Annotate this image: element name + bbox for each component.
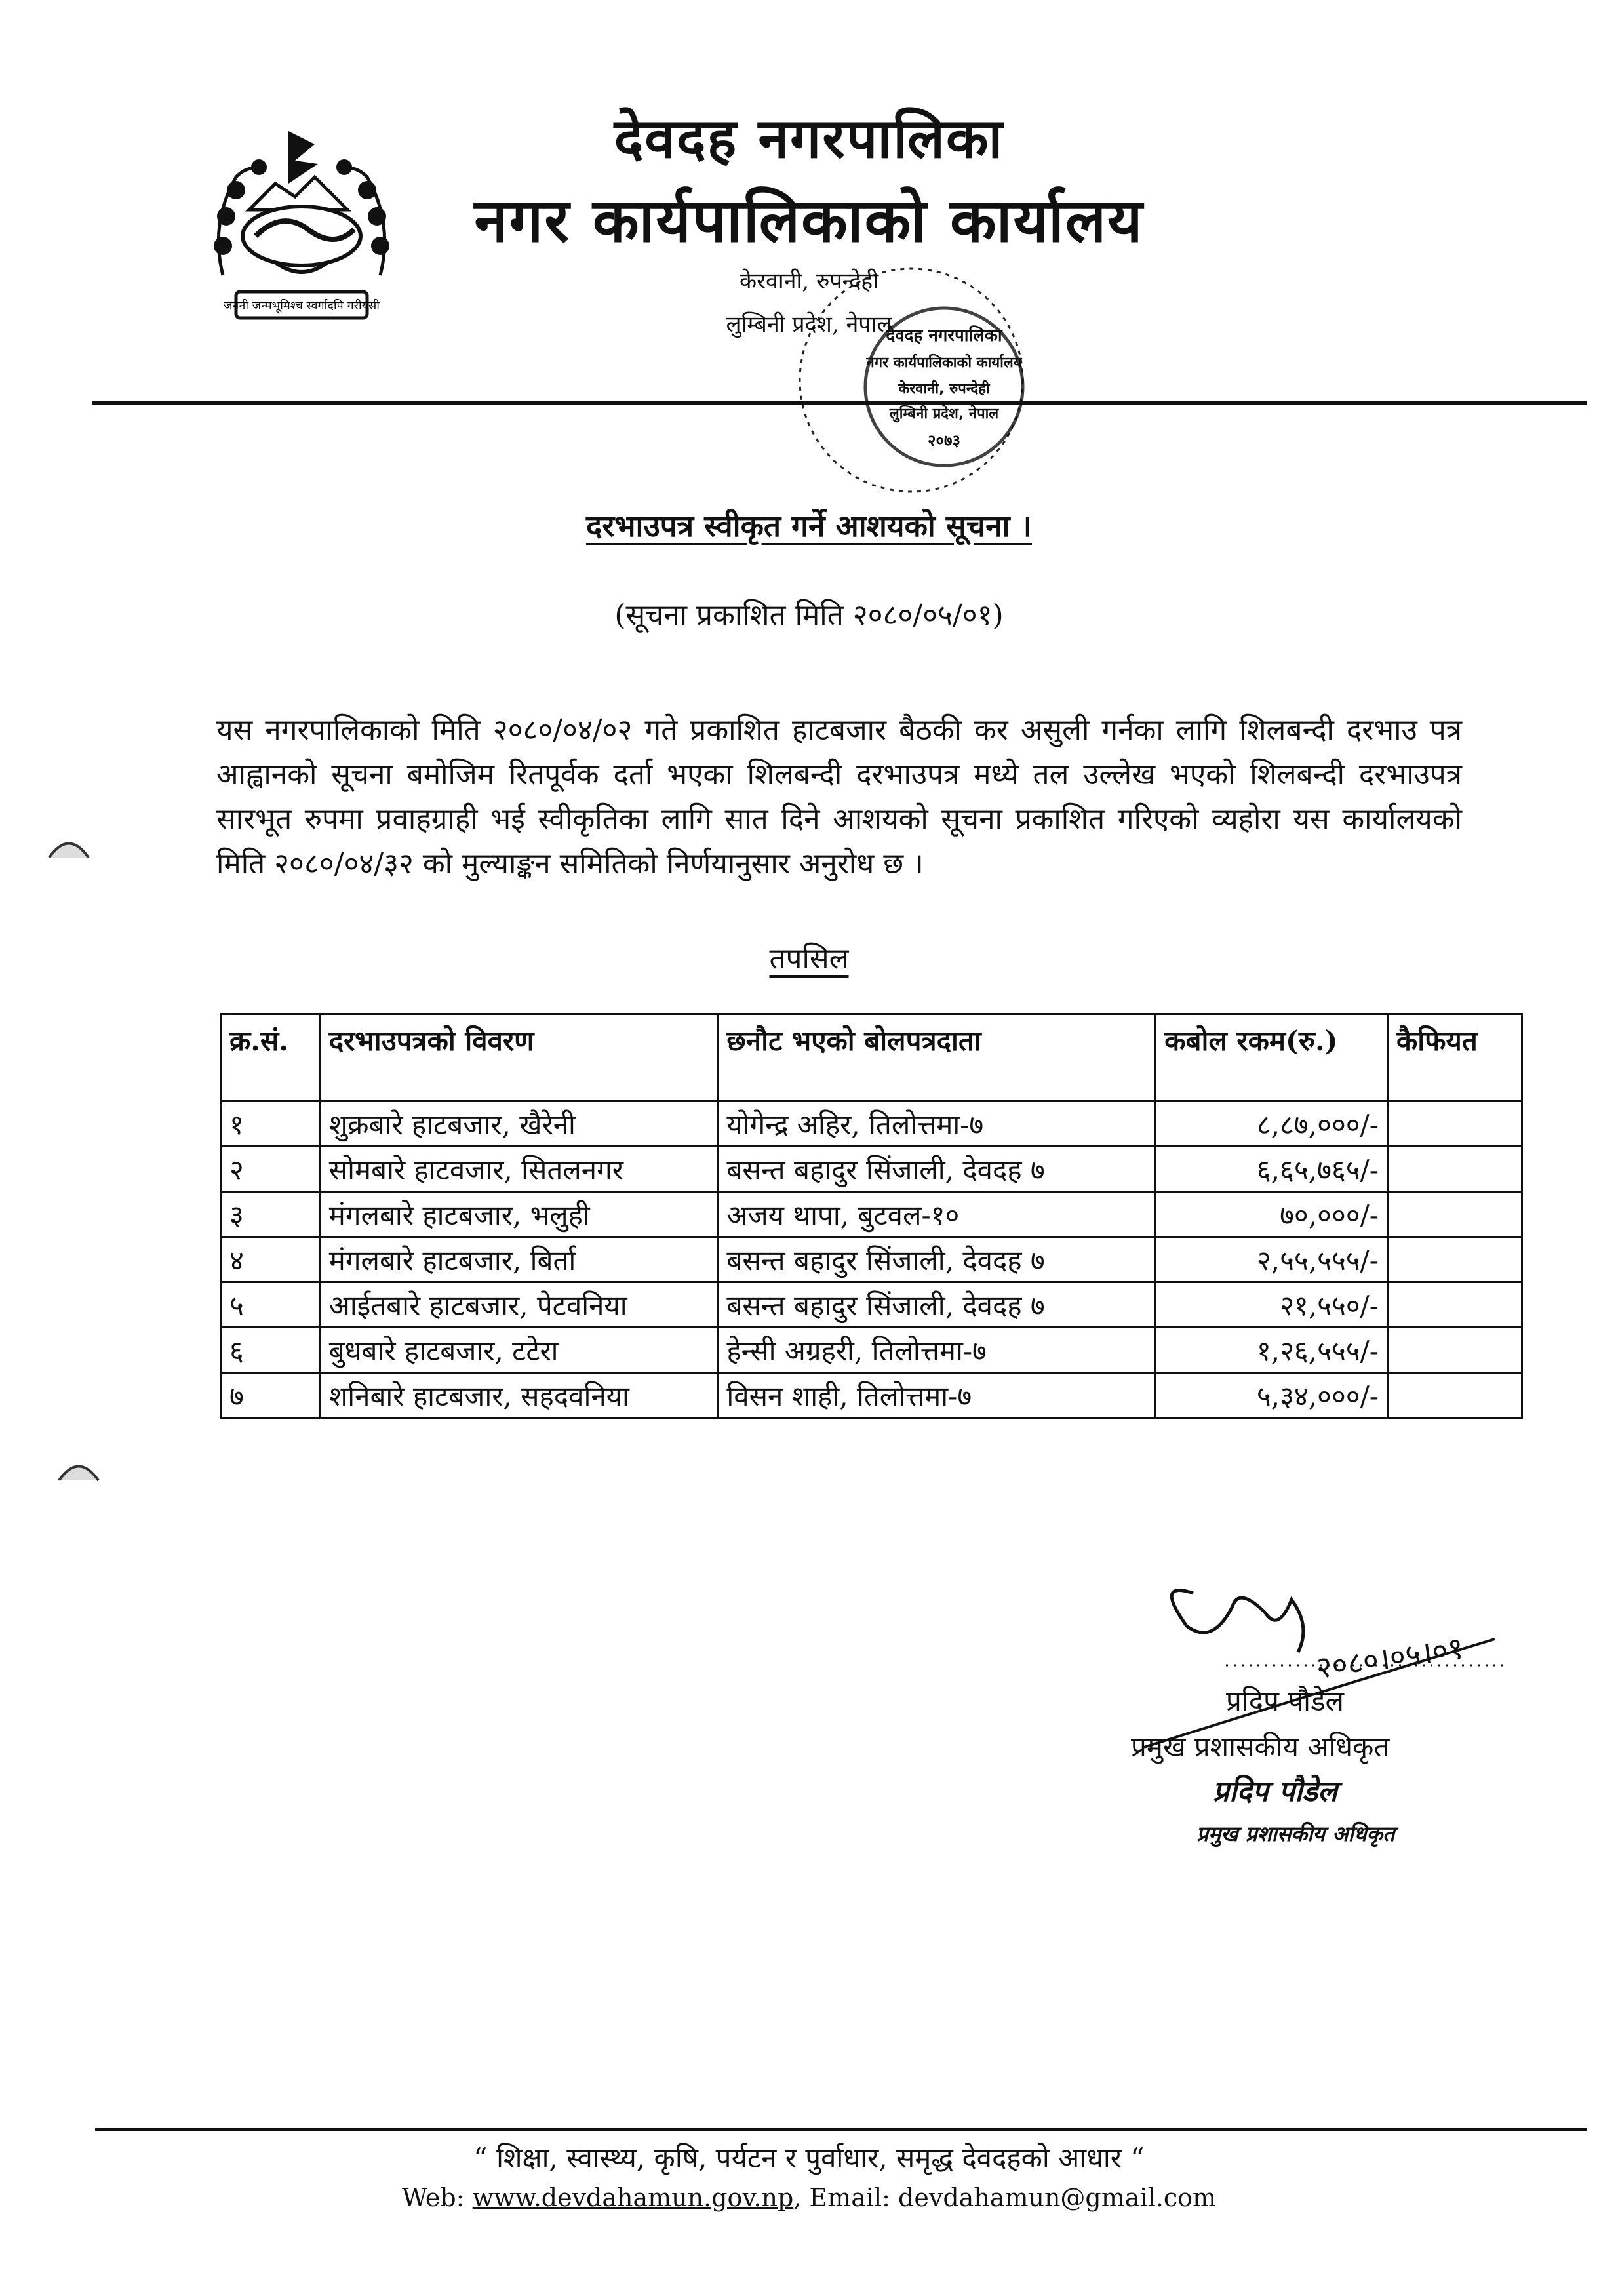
web-label: Web: [401, 2183, 473, 2212]
cell-serial: ४ [221, 1237, 321, 1282]
cell-serial: १ [221, 1101, 321, 1147]
stamp-line: देवदह नगरपालिका [886, 326, 1002, 346]
schedule-label [0, 938, 1618, 977]
cell-bidder: बसन्त बहादुर सिंजाली, देवदह ७ [718, 1147, 1156, 1192]
cell-remarks [1387, 1373, 1522, 1418]
cell-description: मंगलबारे हाटबजार, भलुही [320, 1192, 718, 1237]
header-description: दरभाउपत्रको विवरण [320, 1014, 718, 1101]
notice-title-text: दरभाउपत्र स्वीकृत गर्ने आशयको सूचना । [585, 508, 1033, 544]
cell-amount: ५,३४,०००/- [1156, 1373, 1388, 1418]
table-row [221, 1328, 1522, 1373]
cell-amount: ६,६५,७६५/- [1156, 1147, 1388, 1192]
footer-contact [0, 2183, 1618, 2212]
header-remarks: कैफियत [1387, 1014, 1522, 1101]
cell-serial: २ [221, 1147, 321, 1192]
cell-remarks [1387, 1282, 1522, 1328]
handwritten-date: २०८०।०५।०१ [1314, 1629, 1466, 1686]
cell-remarks [1387, 1328, 1522, 1373]
footer-motto: “ शिक्षा, स्वास्थ्य, कृषि, पर्यटन र पुर्वाधार, समृद्ध देवदहको आधार “ [473, 2142, 1145, 2174]
schedule-label-text: तपसिल [769, 942, 849, 976]
cell-remarks [1387, 1147, 1522, 1192]
cell-description: मंगलबारे हाटबजार, बिर्ता [320, 1237, 718, 1282]
punch-hole-icon [46, 833, 92, 859]
stamp-line: २०७३ [928, 431, 960, 450]
header-bidder: छनौट भएको बोलपत्रदाता [718, 1014, 1156, 1101]
cell-description: बुधबारे हाटबजार, टटेरा [320, 1328, 718, 1373]
bid-table [220, 1013, 1523, 1419]
address-line-2: लुम्बिनी प्रदेश, नेपाल [726, 311, 892, 338]
cell-description: शनिबारे हाटबजार, सहदवनिया [320, 1373, 718, 1418]
cell-serial: ७ [221, 1373, 321, 1418]
stamp-line: केरवानी, रुपन्देही [898, 381, 990, 397]
punch-hole-icon [56, 1455, 102, 1482]
cell-description: सोमबारे हाटवजार, सितलनगर [320, 1147, 718, 1192]
table-row [221, 1237, 1522, 1282]
cell-remarks [1387, 1237, 1522, 1282]
cell-bidder: विसन शाही, तिलोत्तमा-७ [718, 1373, 1156, 1418]
cell-serial: ५ [221, 1282, 321, 1328]
email-label: , Email: [793, 2183, 899, 2212]
name-stamp: प्रदिप पौडेल [1213, 1775, 1337, 1808]
cell-bidder: बसन्त बहादुर सिंजाली, देवदह ७ [718, 1237, 1156, 1282]
notice-title [0, 505, 1618, 545]
cell-amount: १,२६,५५५/- [1156, 1328, 1388, 1373]
table-header-row [221, 1014, 1522, 1101]
emblem-motto: जननी जन्मभूमिश्च स्वर्गादपि गरीयसी [224, 299, 380, 313]
cell-amount: ७०,०००/- [1156, 1192, 1388, 1237]
notice-body: यस नगरपालिकाको मिति २०८०/०४/०२ गते प्रकाशित हाटबजार बैठकी कर असुली गर्नका लागि शिलबन्दी दरभाउ पत्र आह्वानको सूचना बमोजिम रितपूर्वक दर्ता भएका शिलबन्दी दरभाउपत्र मध्ये तल उल्लेख भएको शिलबन्दी दरभाउपत्र सारभूत रुपमा प्रवाहग्राही भई स्वीकृतिका लागि सात दिने आशयको सूचना प्रकाशित गरिएको व्यहोरा यस कार्यालयको मिति २०८०/०४/३२ को मुल्याङ्कन समितिको निर्णयानुसार अनुरोध छ । [216, 713, 1462, 881]
header-amount: कबोल रकम(रु.) [1156, 1014, 1388, 1101]
stamp-line: लुम्बिनी प्रदेश, नेपाल [889, 406, 999, 422]
footer-divider [95, 2128, 1587, 2131]
cell-description: आईतबारे हाटबजार, पेटवनिया [320, 1282, 718, 1328]
cell-bidder: हेन्सी अग्रहरी, तिलोत्तमा-७ [718, 1328, 1156, 1373]
cell-description: शुक्रबारे हाटबजार, खैरेनी [320, 1101, 718, 1147]
table-row [221, 1282, 1522, 1328]
office-name: नगर कार्यपालिकाको कार्यालय [474, 185, 1144, 256]
table-row [221, 1373, 1522, 1418]
table-row [221, 1147, 1522, 1192]
table-row [221, 1101, 1522, 1147]
cell-amount: २१,५५०/- [1156, 1282, 1388, 1328]
cell-bidder: अजय थापा, बुटवल-१० [718, 1192, 1156, 1237]
cell-amount: २,५५,५५५/- [1156, 1237, 1388, 1282]
cell-serial: ६ [221, 1328, 321, 1373]
cell-remarks [1387, 1192, 1522, 1237]
cell-amount: ८,८७,०००/- [1156, 1101, 1388, 1147]
municipality-name: देवदह नगरपालिका [614, 106, 1004, 170]
cell-serial: ३ [221, 1192, 321, 1237]
header-divider [92, 401, 1587, 405]
email-address[interactable]: devdahamun@gmail.com [898, 2183, 1217, 2212]
post-stamp: प्रमुख प्रशासकीय अधिकृत [1196, 1821, 1395, 1846]
website-link[interactable]: www.devdahamun.gov.np [472, 2183, 794, 2212]
signatory-name: प्रदिप पौडेल [1226, 1685, 1344, 1717]
cell-bidder: योगेन्द्र अहिर, तिलोत्तमा-७ [718, 1101, 1156, 1147]
table-row [221, 1192, 1522, 1237]
cell-remarks [1387, 1101, 1522, 1147]
stamp-line: नगर कार्यपालिकाको कार्यालय [866, 355, 1022, 371]
header-serial: क्र.सं. [221, 1014, 321, 1101]
address-line-1: केरवानी, रुपन्देही [739, 268, 879, 294]
published-date: (सूचना प्रकाशित मिति २०८०/०५/०१) [614, 599, 1004, 632]
cell-bidder: बसन्त बहादुर सिंजाली, देवदह ७ [718, 1282, 1156, 1328]
signatory-post: प्रमुख प्रशासकीय अधिकृत [1131, 1731, 1390, 1763]
